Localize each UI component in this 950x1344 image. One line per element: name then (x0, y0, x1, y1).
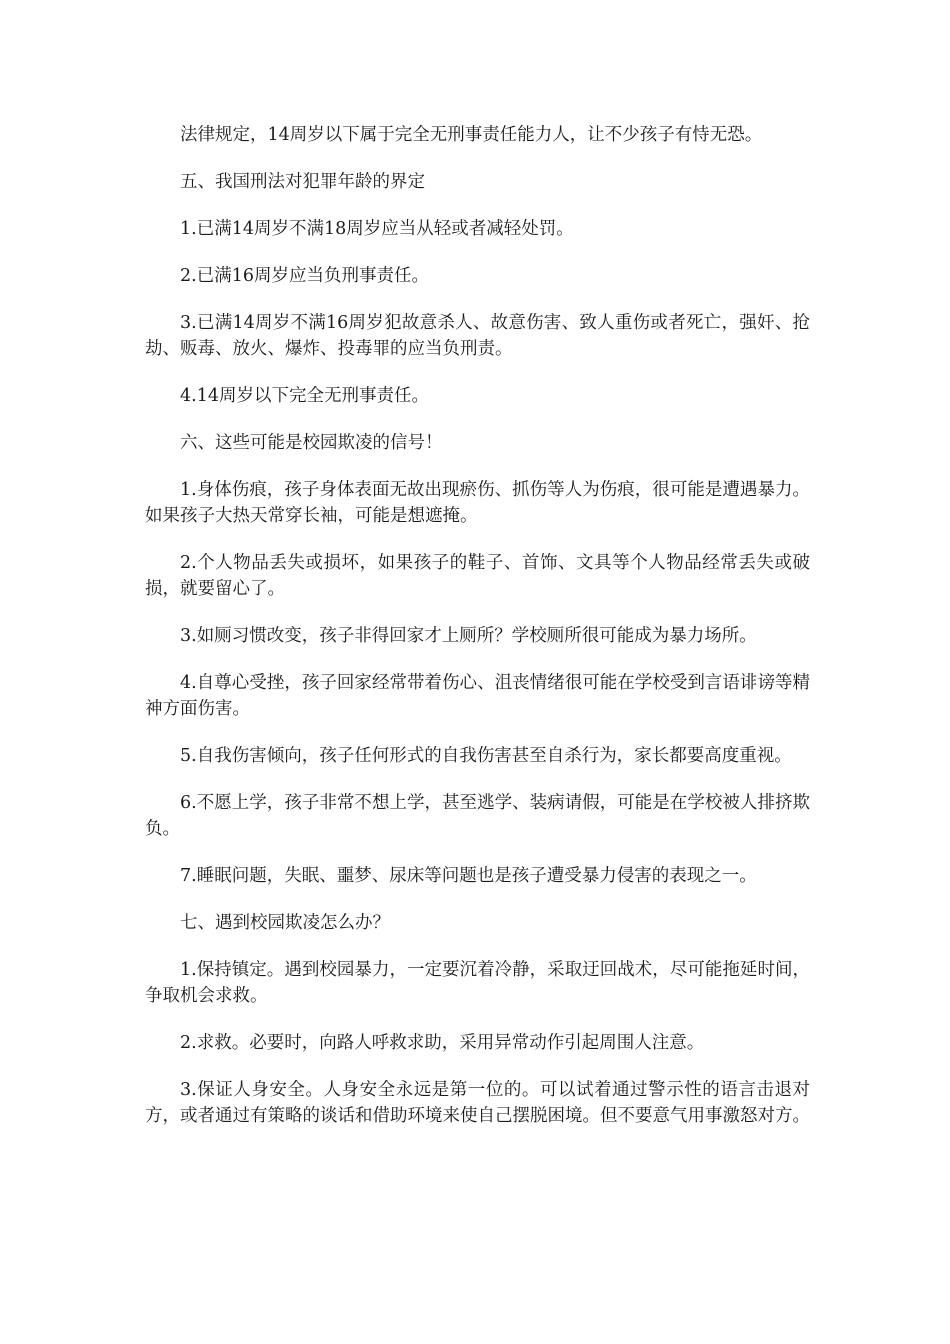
list-item: 6.不愿上学，孩子非常不想上学，甚至逃学、装病请假，可能是在学校被人排挤欺负。 (145, 793, 810, 839)
section-heading-5: 五、我国刑法对犯罪年龄的界定 (180, 172, 425, 192)
section-heading-6: 六、这些可能是校园欺凌的信号！ (180, 433, 443, 453)
list-item: 1.保持镇定。遇到校园暴力，一定要沉着冷静，采取迂回战术，尽可能拖延时间，争取机会求救。 (145, 960, 810, 1006)
list-item: 7.睡眠问题，失眠、噩梦、尿床等问题也是孩子遭受暴力侵害的表现之一。 (180, 866, 757, 886)
list-item: 2.个人物品丢失或损坏，如果孩子的鞋子、首饰、文具等个人物品经常丢失或破损，就要留心了。 (145, 553, 810, 599)
list-item: 2.求救。必要时，向路人呼救求助，采用异常动作引起周围人注意。 (180, 1033, 705, 1053)
section-heading-7: 七、遇到校园欺凌怎么办？ (180, 913, 390, 933)
list-item: 3.保证人身安全。人身安全永远是第一位的。可以试着通过警示性的语言击退对方，或者通过有策略的谈话和借助环境来使自己摆脱困境。但不要意气用事激怒对方。 (145, 1080, 810, 1126)
list-item: 5.自我伤害倾向，孩子任何形式的自我伤害甚至自杀行为，家长都要高度重视。 (180, 746, 792, 766)
document-body (145, 122, 810, 1150)
list-item: 3.已满14周岁不满16周岁犯故意杀人、故意伤害、致人重伤或者死亡，强奸、抢劫、贩毒、放火、爆炸、投毒罪的应当负刑责。 (145, 313, 810, 359)
list-item: 4.自尊心受挫，孩子回家经常带着伤心、沮丧情绪很可能在学校受到言语诽谤等精神方面伤害。 (145, 673, 810, 719)
list-item: 1.已满14周岁不满18周岁应当从轻或者减轻处罚。 (180, 219, 574, 239)
list-item: 3.如厕习惯改变，孩子非得回家才上厕所？学校厕所很可能成为暴力场所。 (180, 626, 757, 646)
list-item: 4.14周岁以下完全无刑事责任。 (180, 386, 429, 406)
paragraph-legal-note: 法律规定，14周岁以下属于完全无刑事责任能力人，让不少孩子有恃无恐。 (180, 125, 763, 145)
list-item: 2.已满16周岁应当负刑事责任。 (180, 266, 429, 286)
list-item: 1.身体伤痕，孩子身体表面无故出现瘀伤、抓伤等人为伤痕，很可能是遭遇暴力。如果孩子大热天常穿长袖，可能是想遮掩。 (145, 480, 810, 526)
